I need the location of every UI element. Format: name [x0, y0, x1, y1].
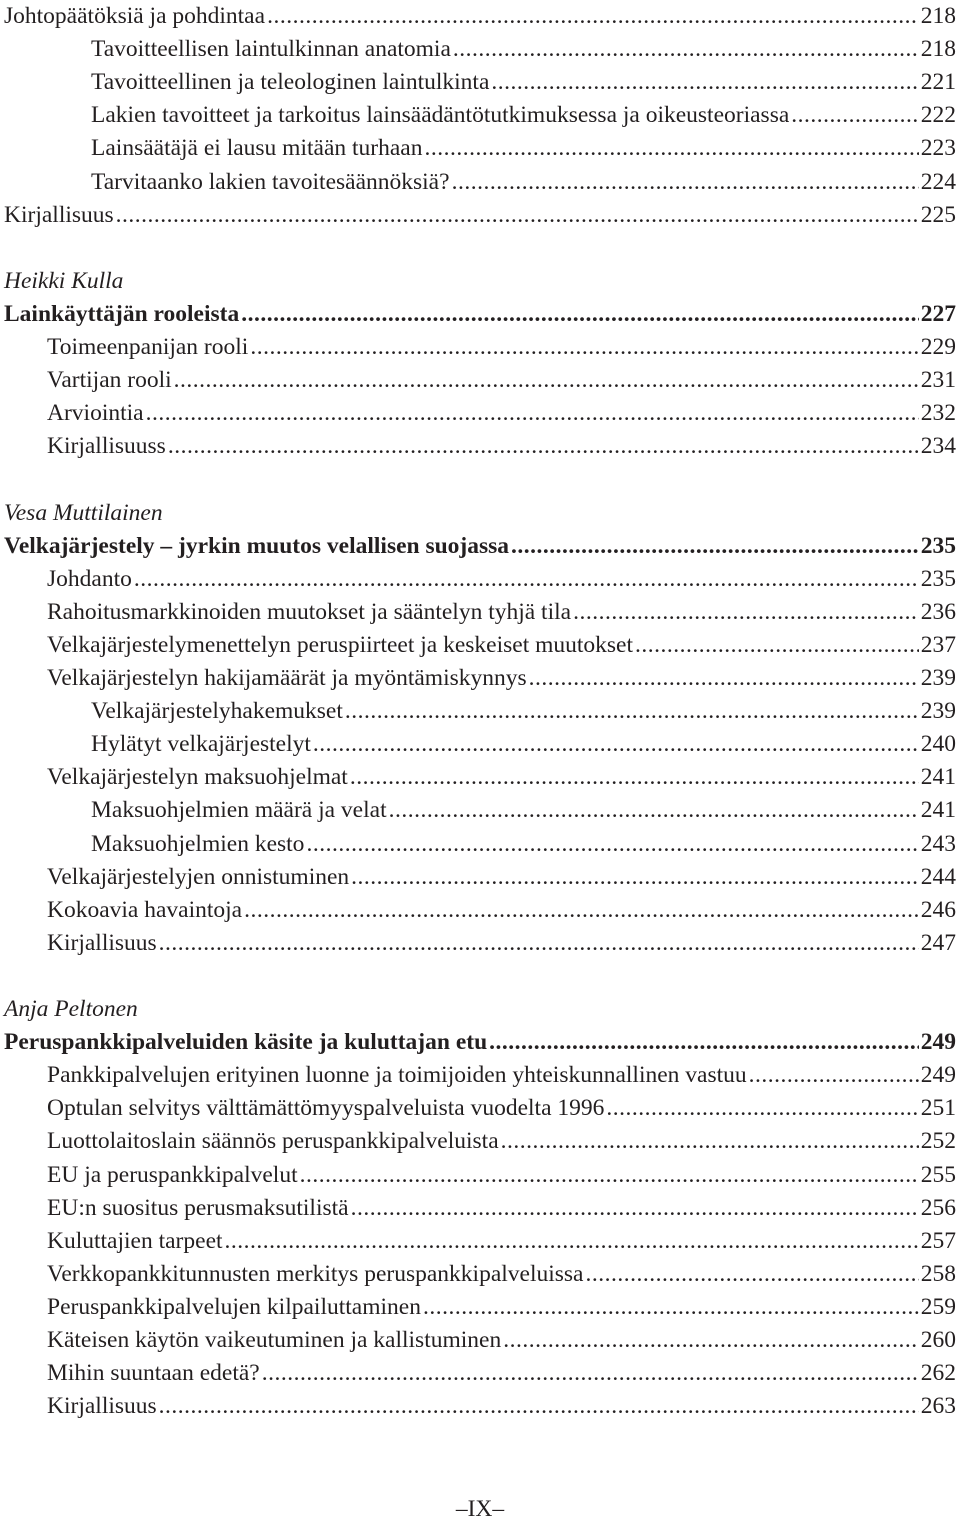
toc-entry — [47, 1192, 956, 1225]
entry-title: Tavoitteellisen laintulkinnan anatomia — [91, 36, 451, 63]
toc-entry — [91, 828, 956, 861]
toc-entry — [47, 430, 956, 463]
entry-page-number: 237 — [920, 631, 956, 658]
entry-page-number: 249 — [920, 1062, 956, 1089]
toc-entry — [47, 1258, 956, 1291]
entry-page-number: 251 — [920, 1095, 956, 1122]
entry-title: Kirjallisuus — [47, 1393, 157, 1420]
entry-title: Optulan selvitys välttämättömyyspalveluista vuodelta 1996 — [47, 1095, 605, 1122]
dot-leader — [453, 33, 919, 66]
entry-page-number: 259 — [920, 1293, 956, 1320]
entry-page-number: 263 — [920, 1393, 956, 1420]
entry-title: Maksuohjelmien määrä ja velat — [91, 797, 387, 824]
toc-entry — [47, 1291, 956, 1324]
entry-page-number: 249 — [920, 1029, 956, 1056]
entry-title: Toimeenpanijan rooli — [47, 334, 249, 360]
dot-leader — [452, 166, 919, 199]
entry-title: Luottolaitoslain säännös peruspankkipalveluista — [47, 1128, 499, 1155]
dot-leader — [134, 563, 919, 596]
dot-leader — [351, 861, 919, 894]
author-name: Anja Peltonen — [4, 996, 138, 1022]
dot-leader — [351, 1192, 919, 1225]
entry-page-number: 239 — [920, 665, 956, 691]
entry-title: Vartijan rooli — [47, 367, 172, 394]
dot-leader — [501, 1125, 919, 1158]
dot-leader — [573, 596, 919, 629]
toc-entry — [47, 1059, 956, 1092]
chapter-entry — [4, 530, 956, 563]
entry-page-number: 244 — [920, 863, 956, 890]
dot-leader — [791, 99, 918, 132]
entry-title: Arviointia — [47, 400, 144, 427]
toc-entry — [47, 1324, 956, 1357]
entry-page-number: 247 — [920, 929, 956, 956]
toc-entry — [47, 1390, 956, 1423]
entry-title: Peruspankkipalvelujen kilpailuttaminen — [47, 1293, 421, 1320]
dot-leader — [159, 1390, 919, 1423]
entry-page-number: 218 — [920, 36, 956, 63]
dot-leader — [749, 1059, 919, 1092]
author-name: Vesa Muttilainen — [4, 499, 163, 526]
dot-leader — [585, 1258, 918, 1291]
dot-leader — [262, 1357, 919, 1390]
toc-entry — [4, 199, 956, 232]
dot-leader — [635, 629, 919, 662]
dot-leader — [424, 132, 918, 165]
entry-page-number: 218 — [920, 3, 956, 29]
dot-leader — [159, 927, 919, 960]
entry-title: Johdanto — [47, 565, 132, 592]
entry-title: Kirjallisuus — [47, 929, 157, 956]
toc-entry — [47, 364, 956, 397]
entry-page-number: 256 — [920, 1194, 956, 1221]
entry-page-number: 235 — [920, 532, 956, 559]
entry-page-number: 225 — [920, 201, 956, 228]
entry-page-number: 240 — [920, 731, 956, 758]
entry-page-number: 231 — [920, 367, 956, 394]
toc-entry — [91, 99, 956, 132]
entry-title: Kirjallisuuss — [47, 433, 166, 460]
entry-title: Lainsäätäjä ei lausu mitään turhaan — [91, 135, 423, 162]
toc-entry — [47, 861, 956, 894]
dot-leader — [168, 430, 919, 463]
toc-entry — [47, 331, 956, 364]
chapter-entry — [4, 1026, 956, 1059]
toc-entry — [47, 1225, 956, 1258]
entry-title: Kuluttajien tarpeet — [47, 1227, 223, 1254]
dot-leader — [241, 298, 919, 331]
dot-leader — [350, 761, 919, 794]
toc-entry — [47, 397, 956, 430]
entry-title: Kokoavia havaintoja — [47, 896, 243, 923]
entry-page-number: 246 — [920, 896, 956, 923]
toc-entry — [47, 1125, 956, 1158]
entry-title: Verkkopankkitunnusten merkitys peruspankkipalveluissa — [47, 1260, 584, 1287]
entry-title: Velkajärjestelyjen onnistuminen — [47, 863, 350, 890]
dot-leader — [423, 1291, 919, 1324]
toc-entry — [47, 629, 956, 662]
entry-page-number: 227 — [920, 300, 956, 327]
entry-page-number: 243 — [920, 830, 956, 857]
entry-title: Rahoitusmarkkinoiden muutokset ja sääntelyn tyhjä tila — [47, 598, 572, 625]
entry-page-number: 221 — [920, 69, 956, 96]
entry-page-number: 234 — [920, 433, 956, 460]
entry-title: Velkajärjestelymenettelyn peruspiirteet ja keskeiset muutokset — [47, 631, 634, 658]
author-name: Heikki Kulla — [4, 267, 124, 294]
entry-title: Peruspankkipalveluiden käsite ja kuluttajan etu — [4, 1029, 488, 1056]
dot-leader — [225, 1225, 919, 1258]
dot-leader — [174, 364, 919, 397]
dot-leader — [267, 0, 919, 33]
entry-title: Lainkäyttäjän rooleista — [4, 300, 240, 327]
entry-title: Mihin suuntaan edetä? — [47, 1360, 260, 1387]
entry-page-number: 260 — [920, 1327, 956, 1353]
toc-entry — [47, 1159, 956, 1192]
entry-title: Velkajärjestelyn maksuohjelmat — [47, 764, 348, 791]
dot-leader — [345, 695, 919, 728]
entry-title: Käteisen käytön vaikeutuminen ja kallistuminen — [47, 1327, 502, 1353]
page-number: –IX– — [455, 1496, 505, 1522]
toc-entry — [47, 596, 956, 629]
toc-entry — [47, 1357, 956, 1390]
entry-page-number: 252 — [920, 1128, 956, 1155]
entry-page-number: 241 — [920, 764, 956, 791]
toc-entry — [91, 132, 956, 165]
entry-title: EU:n suositus perusmaksutilistä — [47, 1194, 349, 1221]
entry-page-number: 236 — [920, 598, 956, 625]
toc-entry — [91, 794, 956, 827]
entry-title: EU ja peruspankkipalvelut — [47, 1161, 298, 1188]
dot-leader — [489, 1026, 919, 1059]
toc-entry — [91, 66, 956, 99]
dot-leader — [244, 894, 919, 927]
entry-page-number: 239 — [920, 698, 956, 725]
chapter-entry — [4, 298, 956, 331]
entry-page-number: 258 — [920, 1260, 956, 1287]
dot-leader — [306, 828, 918, 861]
entry-title: Velkajärjestelyhakemukset — [91, 698, 343, 725]
entry-page-number: 224 — [920, 168, 956, 195]
entry-page-number: 255 — [920, 1161, 956, 1188]
dot-leader — [511, 530, 919, 563]
entry-title: Pankkipalvelujen erityinen luonne ja toimijoiden yhteiskunnallinen vastuu — [47, 1062, 747, 1089]
toc-entry — [91, 695, 956, 728]
entry-title: Hylätyt velkajärjestelyt — [91, 731, 311, 758]
entry-page-number: 232 — [920, 400, 956, 427]
dot-leader — [146, 397, 919, 430]
toc-entry — [47, 927, 956, 960]
toc-entry — [4, 0, 956, 33]
entry-title: Velkajärjestelyn hakijamäärät ja myöntämiskynnys — [47, 665, 527, 691]
dot-leader — [491, 66, 918, 99]
toc-entry — [47, 761, 956, 794]
dot-leader — [250, 331, 918, 364]
entry-page-number: 222 — [920, 102, 956, 129]
entry-title: Kirjallisuus — [4, 201, 114, 228]
entry-page-number: 223 — [920, 135, 956, 162]
entry-title: Tarvitaanko lakien tavoitesäännöksiä? — [91, 168, 450, 195]
entry-title: Velkajärjestely – jyrkin muutos velallisen suojassa — [4, 532, 510, 559]
toc-entry — [47, 894, 956, 927]
toc-entry — [91, 33, 956, 66]
toc-entry — [91, 166, 956, 199]
dot-leader — [116, 199, 919, 232]
entry-page-number: 262 — [920, 1360, 956, 1387]
entry-title: Lakien tavoitteet ja tarkoitus lainsäädäntötutkimuksessa ja oikeusteoriassa — [91, 102, 790, 129]
entry-page-number: 229 — [920, 334, 956, 360]
dot-leader — [389, 794, 919, 827]
dot-leader — [606, 1092, 918, 1125]
toc-entry — [47, 1092, 956, 1125]
toc-entry — [47, 563, 956, 596]
entry-page-number: 257 — [920, 1227, 956, 1254]
dot-leader — [313, 728, 919, 761]
entry-title: Johtopäätöksiä ja pohdintaa — [4, 3, 266, 29]
toc-entry — [91, 728, 956, 761]
toc-entry — [47, 662, 956, 695]
entry-page-number: 241 — [920, 797, 956, 824]
entry-title: Maksuohjelmien kesto — [91, 830, 305, 857]
dot-leader — [503, 1324, 919, 1357]
entry-page-number: 235 — [920, 565, 956, 592]
entry-title: Tavoitteellinen ja teleologinen laintulkinta — [91, 69, 490, 96]
dot-leader — [529, 662, 919, 695]
dot-leader — [300, 1159, 919, 1192]
